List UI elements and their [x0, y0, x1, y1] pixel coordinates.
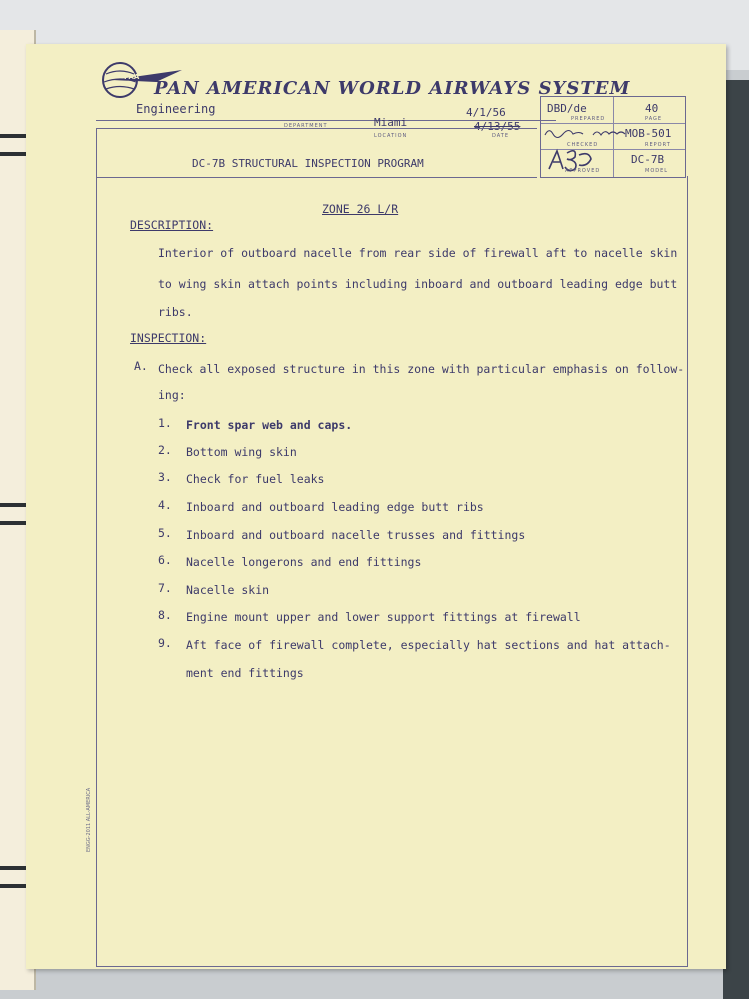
report-value: MOB-501 — [625, 127, 672, 140]
list-item-number: 6. — [158, 553, 172, 567]
list-item-text: Engine mount upper and lower support fittings at firewall — [186, 610, 581, 624]
description-heading: DESCRIPTION: — [130, 218, 214, 232]
binder-cover — [723, 80, 749, 999]
description-line: to wing skin attach points including inboard and outboard leading edge butt — [158, 277, 678, 291]
item-a-line: ing: — [158, 388, 186, 402]
description-line: ribs. — [158, 305, 193, 319]
list-item-text: Bottom wing skin — [186, 445, 297, 459]
title-box — [96, 128, 537, 178]
list-item-text: Aft face of firewall complete, especially hat sections and hat attach- — [186, 638, 671, 652]
prepared-caption: PREPARED — [571, 116, 606, 122]
list-item-number: 7. — [158, 581, 172, 595]
list-item-text: Nacelle longerons and end fittings — [186, 555, 422, 569]
location-value: Miami — [374, 116, 408, 129]
item-a-line: Check all exposed structure in this zone with particular emphasis on follow- — [158, 362, 685, 376]
info-box — [540, 96, 686, 178]
model-caption: MODEL — [645, 168, 669, 174]
item-a-label: A. — [134, 359, 148, 373]
page-value: 40 — [645, 102, 659, 115]
list-item-number: 8. — [158, 608, 172, 622]
list-item-number: 3. — [158, 470, 172, 484]
approved-caption: APPROVED — [565, 168, 601, 174]
list-item-number: 4. — [158, 498, 172, 512]
zone-heading: ZONE 26 L/R — [322, 202, 399, 216]
list-item-text: Check for fuel leaks — [186, 472, 325, 486]
location-caption: LOCATION — [374, 133, 408, 139]
list-item-text: Nacelle skin — [186, 583, 270, 597]
list-item-number: 2. — [158, 443, 172, 457]
svg-text:PAA: PAA — [124, 73, 140, 81]
prepared-value: DBD/de — [547, 102, 587, 115]
description-line: Interior of outboard nacelle from rear side of firewall aft to nacelle skin — [158, 246, 678, 260]
date-value-struck: 4/13/55 — [474, 120, 521, 133]
department-value: Engineering — [136, 102, 216, 116]
company-name: PAN AMERICAN WORLD AIRWAYS SYSTEM — [154, 78, 631, 99]
list-item-text: Inboard and outboard leading edge butt ribs — [186, 500, 484, 514]
margin-note: ENGG-2011 ALL-AMERICA — [86, 787, 92, 852]
content-frame — [96, 176, 688, 967]
model-value: DC-7B — [631, 153, 665, 166]
date-value: 4/1/56 — [466, 106, 506, 119]
date-caption: DATE — [492, 133, 510, 139]
list-item-text: Front spar web and caps. — [186, 418, 353, 432]
document-title: DC-7B STRUCTURAL INSPECTION PROGRAM — [192, 157, 424, 170]
report-caption: REPORT — [645, 142, 671, 148]
checked-caption: CHECKED — [567, 142, 599, 148]
list-item-number: 5. — [158, 526, 172, 540]
document-page — [26, 44, 726, 969]
department-caption: DEPARTMENT — [284, 123, 328, 129]
list-item-number: 9. — [158, 636, 172, 650]
list-item-continuation: ment end fittings — [186, 666, 304, 680]
list-item-text: Inboard and outboard nacelle trusses and fittings — [186, 528, 526, 542]
list-item-number: 1. — [158, 416, 172, 430]
page-caption: PAGE — [645, 116, 663, 122]
inspection-heading: INSPECTION: — [130, 331, 207, 345]
